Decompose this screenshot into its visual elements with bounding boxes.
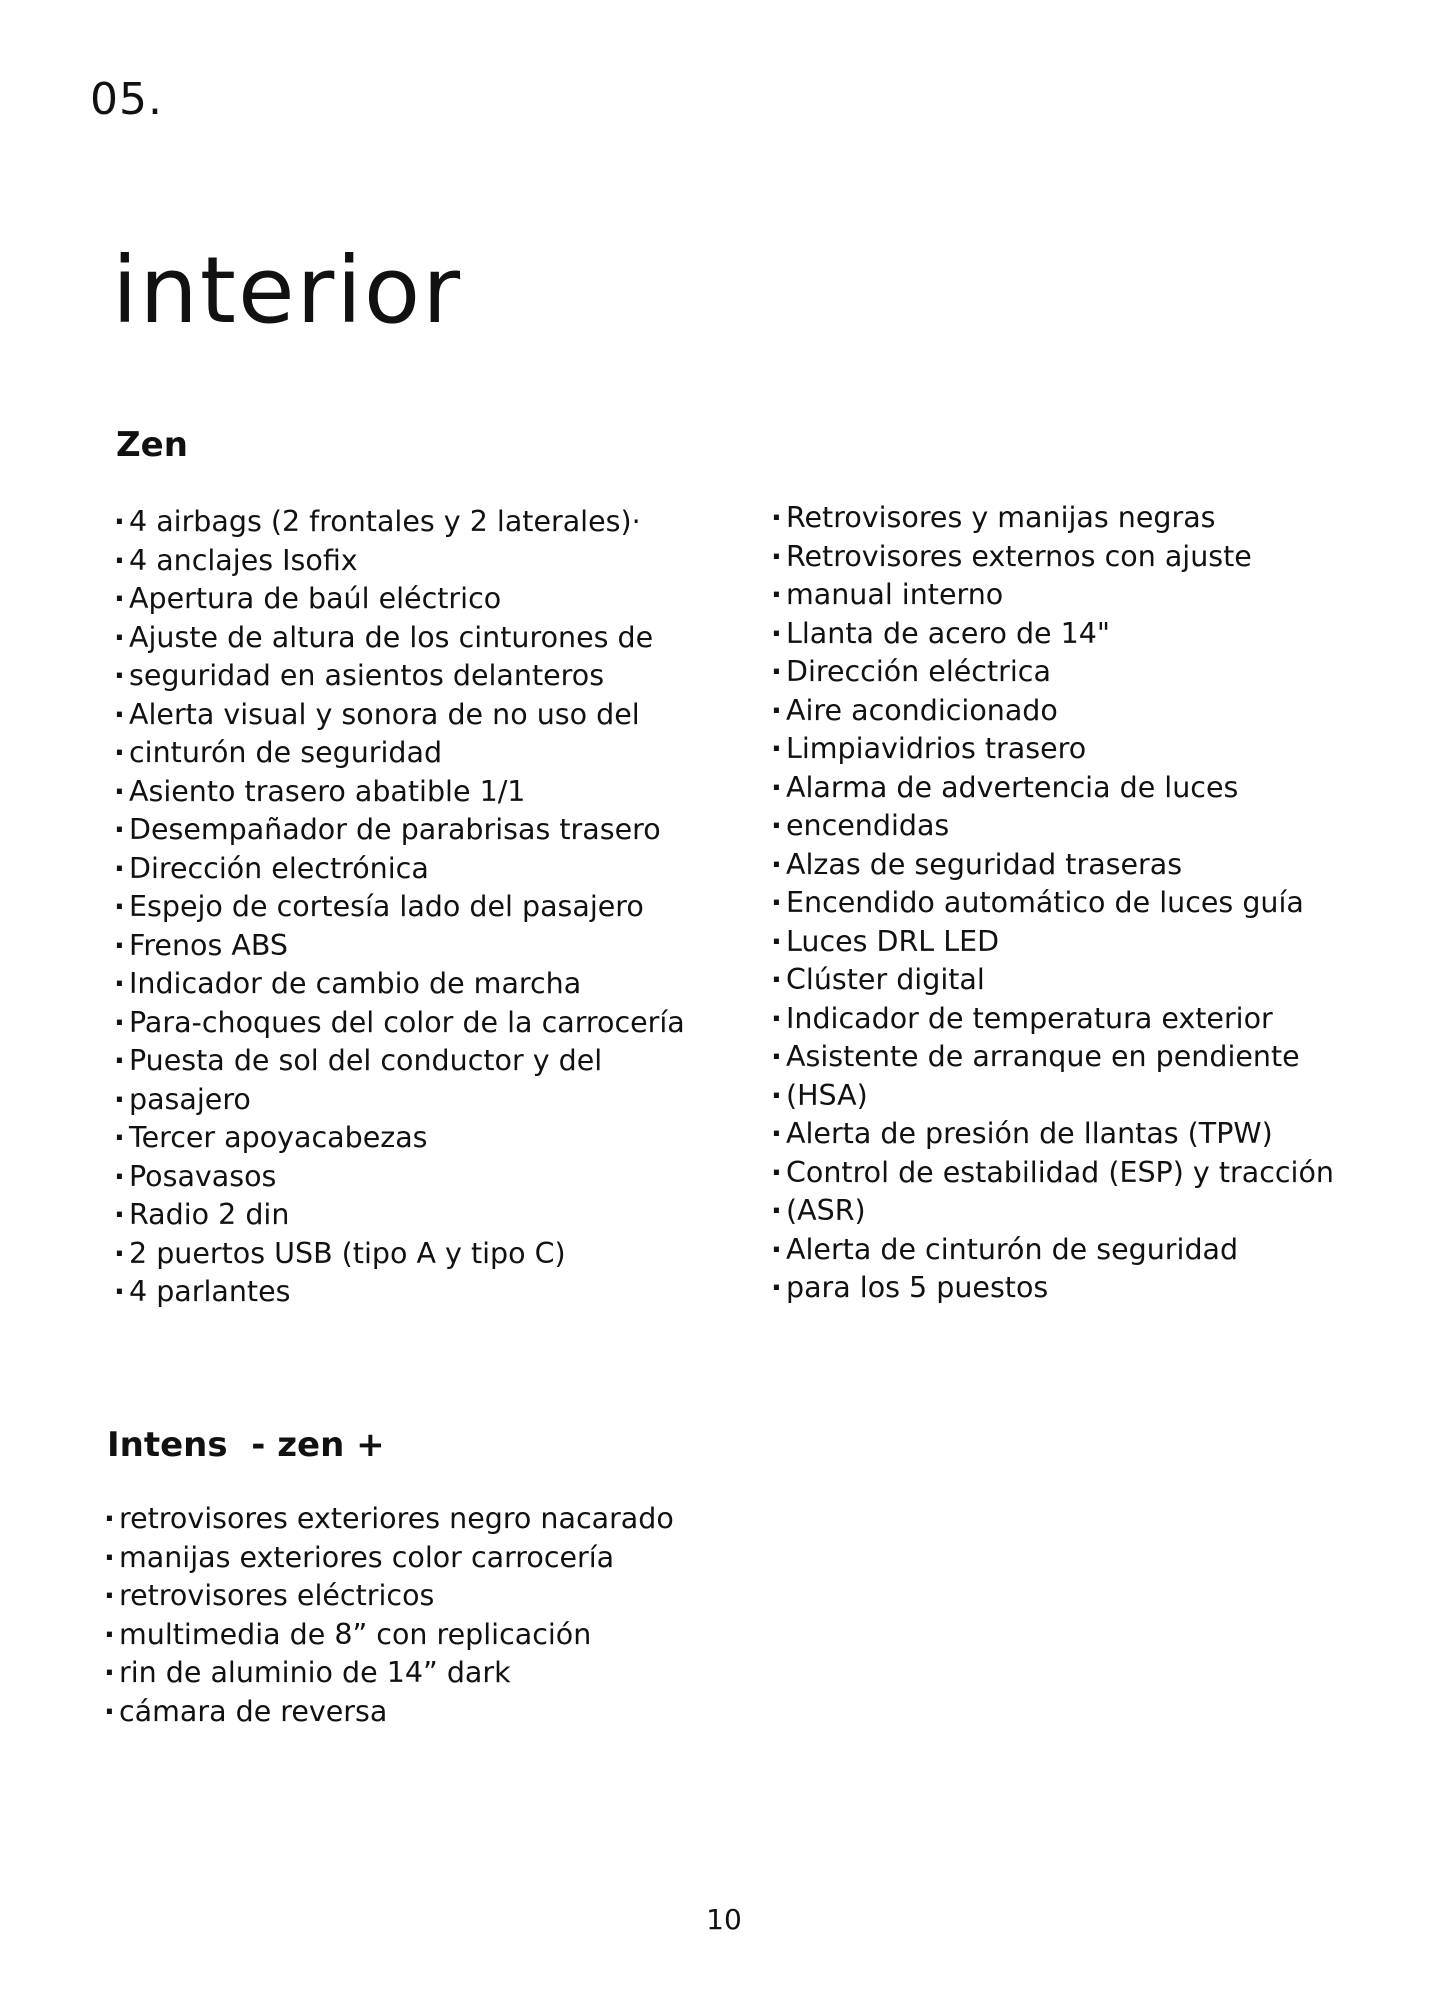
list-item: · Retrovisores y manijas negras — [771, 499, 1334, 538]
intens-heading: Intens - zen + — [107, 1425, 385, 1465]
list-item: · Ajuste de altura de los cinturones de — [114, 619, 685, 658]
list-item: · 4 airbags (2 frontales y 2 laterales)· — [114, 503, 685, 542]
list-item: · Alarma de advertencia de luces — [771, 769, 1334, 808]
list-item: · Frenos ABS — [114, 927, 685, 966]
list-item: · Asistente de arranque en pendiente — [771, 1038, 1334, 1077]
list-item: · Llanta de acero de 14" — [771, 615, 1334, 654]
list-item: · multimedia de 8” con replicación — [104, 1616, 674, 1655]
section-number: 05. — [90, 74, 163, 125]
page-title: interior — [112, 237, 463, 344]
list-item: · Puesta de sol del conductor y del — [114, 1042, 685, 1081]
zen-feature-list-left — [114, 503, 685, 1312]
list-item: · Limpiavidrios trasero — [771, 730, 1334, 769]
intens-feature-list — [104, 1500, 674, 1731]
list-item: · Alerta visual y sonora de no uso del — [114, 696, 685, 735]
list-item: · Tercer apoyacabezas — [114, 1119, 685, 1158]
list-item: · Espejo de cortesía lado del pasajero — [114, 888, 685, 927]
list-item: · 4 anclajes Isofix — [114, 542, 685, 581]
list-item: · Control de estabilidad (ESP) y tracción — [771, 1154, 1334, 1193]
list-item: · retrovisores exteriores negro nacarado — [104, 1500, 674, 1539]
list-item: · Radio 2 din — [114, 1196, 685, 1235]
list-item: · cinturón de seguridad — [114, 734, 685, 773]
list-item: · Alerta de cinturón de seguridad — [771, 1231, 1334, 1270]
list-item: · seguridad en asientos delanteros — [114, 657, 685, 696]
list-item: · encendidas — [771, 807, 1334, 846]
zen-feature-list-right — [771, 499, 1334, 1308]
list-item: · Clúster digital — [771, 961, 1334, 1000]
list-item: · Dirección eléctrica — [771, 653, 1334, 692]
list-item: · manual interno — [771, 576, 1334, 615]
list-item: · 2 puertos USB (tipo A y tipo C) — [114, 1235, 685, 1274]
list-item: · (ASR) — [771, 1192, 1334, 1231]
list-item: · Dirección electrónica — [114, 850, 685, 889]
list-item: · Indicador de cambio de marcha — [114, 965, 685, 1004]
list-item: · cámara de reversa — [104, 1693, 674, 1732]
list-item: · Indicador de temperatura exterior — [771, 1000, 1334, 1039]
list-item: · Alzas de seguridad traseras — [771, 846, 1334, 885]
list-item: · rin de aluminio de 14” dark — [104, 1654, 674, 1693]
list-item: · Apertura de baúl eléctrico — [114, 580, 685, 619]
list-item: · Para-choques del color de la carrocería — [114, 1004, 685, 1043]
page-number: 10 — [706, 1903, 742, 1936]
list-item: · Luces DRL LED — [771, 923, 1334, 962]
list-item: · Asiento trasero abatible 1/1 — [114, 773, 685, 812]
list-item: · Desempañador de parabrisas trasero — [114, 811, 685, 850]
zen-heading: Zen — [116, 425, 188, 465]
list-item: · (HSA) — [771, 1077, 1334, 1116]
list-item: · pasajero — [114, 1081, 685, 1120]
list-item: · 4 parlantes — [114, 1273, 685, 1312]
list-item: · manijas exteriores color carrocería — [104, 1539, 674, 1578]
list-item: · para los 5 puestos — [771, 1269, 1334, 1308]
list-item: · Aire acondicionado — [771, 692, 1334, 731]
list-item: · Alerta de presión de llantas (TPW) — [771, 1115, 1334, 1154]
list-item: · Retrovisores externos con ajuste — [771, 538, 1334, 577]
list-item: · Encendido automático de luces guía — [771, 884, 1334, 923]
list-item: · Posavasos — [114, 1158, 685, 1197]
list-item: · retrovisores eléctricos — [104, 1577, 674, 1616]
